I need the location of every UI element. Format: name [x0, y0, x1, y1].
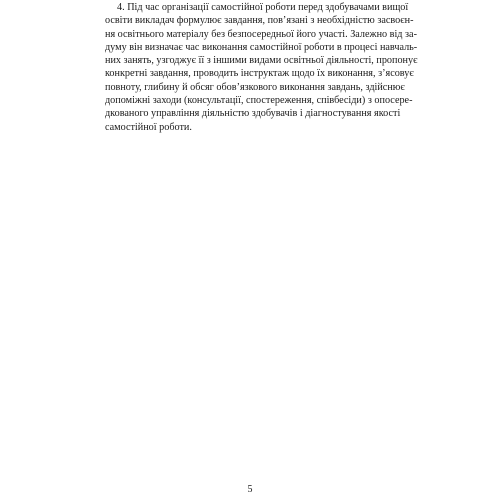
body-paragraph [105, 1, 418, 134]
paragraph-line: них занять, узгоджує її з іншими видами освітньої діяльності, пропонує [105, 55, 418, 67]
paragraph-line: дкованого управління діяльністю здобувачів і діагностування якості [105, 108, 401, 120]
paragraph-line: думу він визначає час виконання самостійної роботи в процесі навчаль- [105, 41, 418, 53]
paragraph-line: освіти викладач формулює завдання, пов’язані з необхідністю засвоєн- [105, 15, 414, 27]
paragraph-line: конкретні завдання, проводить інструктаж щодо їх виконання, з’ясовує [105, 68, 414, 80]
paragraph-line: 4. Під час організації самостійної роботи перед здобувачами вищої [117, 2, 409, 13]
paragraph-line: допоміжні заходи (консультації, спостереження, співбесіди) з опосере- [105, 95, 413, 107]
paragraph-line: ня освітнього матеріалу без безпосередньої його участі. Залежно від за- [105, 28, 417, 40]
paragraph-line: повноту, глибину й обсяг обов’язкового виконання завдань, здійснює [105, 81, 405, 93]
paragraph-line: самостійної роботи. [105, 121, 192, 133]
page-number: 5 [247, 484, 253, 495]
